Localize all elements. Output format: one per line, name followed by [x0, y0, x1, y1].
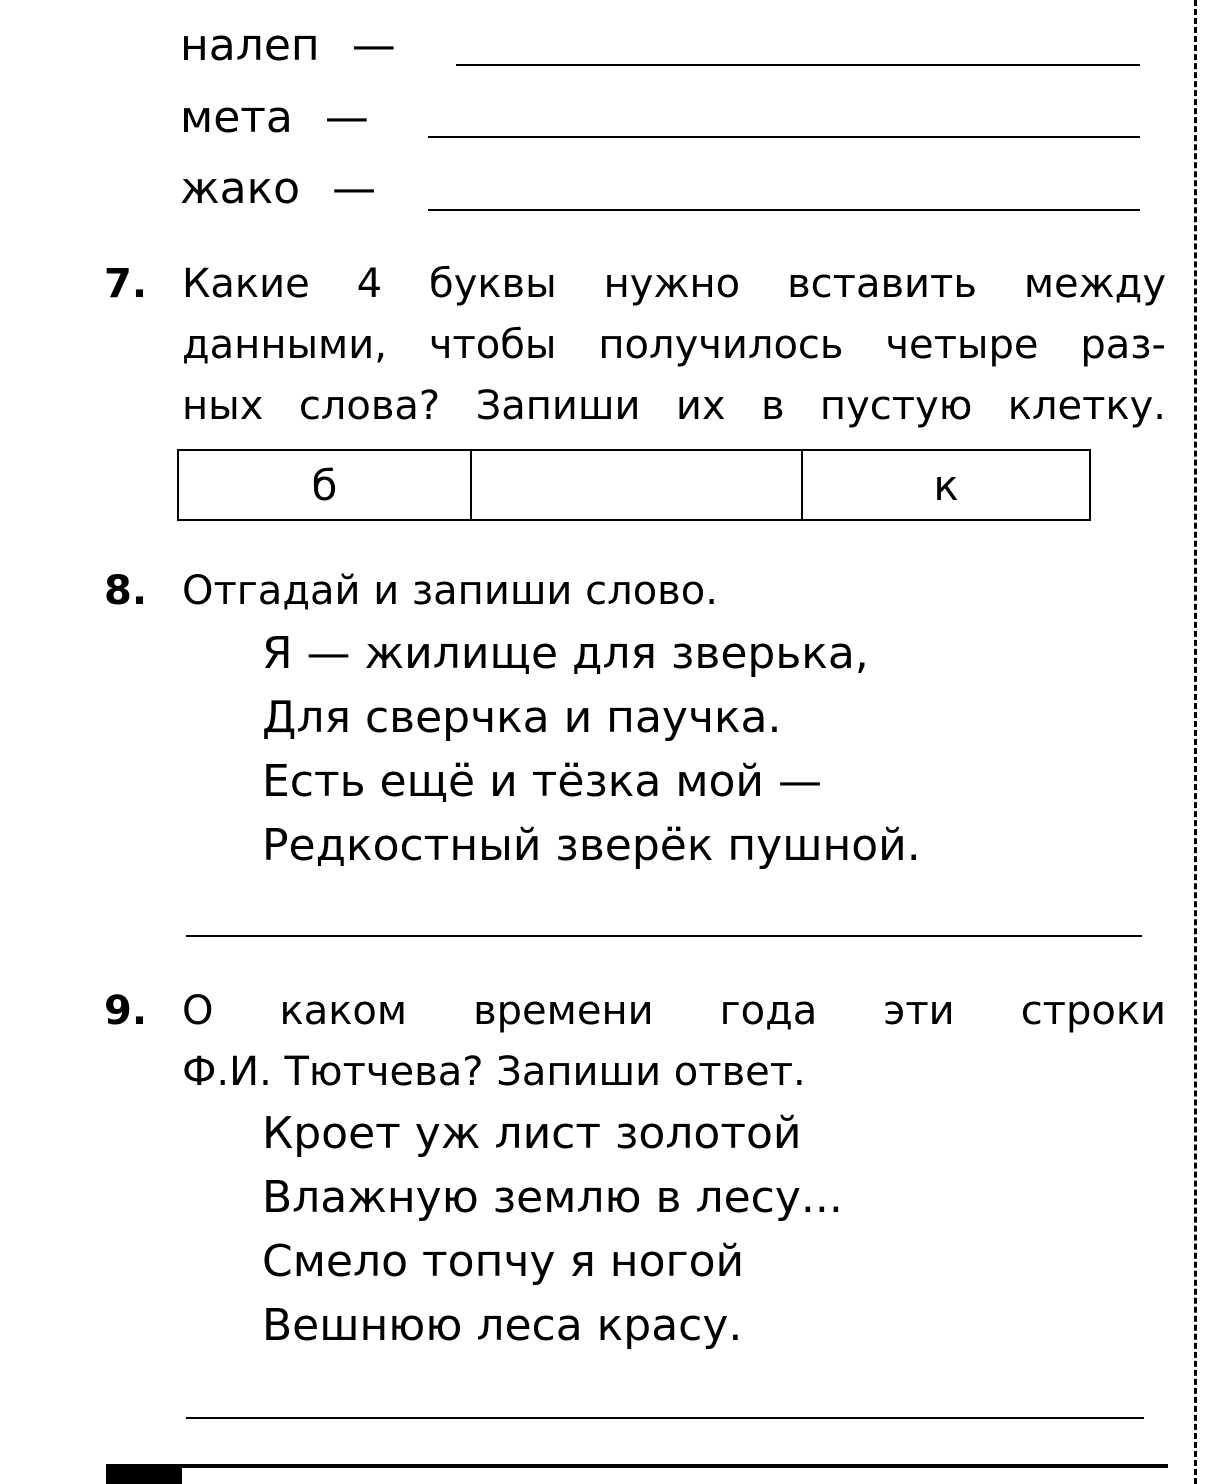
bottom-corner-block — [106, 1466, 182, 1484]
task9-line1: О каком времени года эти строки — [182, 988, 1166, 1034]
word-row-1 — [180, 20, 396, 72]
task7-line2: данными, чтобы получилось четыре раз- — [182, 322, 1166, 368]
task7-line1: Какие 4 буквы нужно вставить между — [182, 261, 1166, 307]
word-zhako: жако — [180, 163, 301, 214]
task8-number: 8. — [104, 568, 148, 614]
word-dash: — — [351, 20, 396, 71]
task7-number: 7. — [104, 261, 148, 307]
word-row-2 — [180, 92, 369, 144]
task8-poem-line3: Есть ещё и тёзка мой — — [262, 756, 823, 807]
grid-cell-empty[interactable] — [470, 451, 801, 519]
bottom-rule — [106, 1464, 1168, 1468]
task9-poem-line2: Влажную землю в лесу... — [262, 1172, 843, 1223]
task8-prompt: Отгадай и запиши слово. — [182, 568, 718, 614]
task8-poem-line4: Редкостный зверёк пушной. — [262, 820, 921, 871]
answer-line-task9[interactable] — [186, 1417, 1144, 1419]
task9-poem-line4: Вешнюю леса красу. — [262, 1300, 743, 1351]
word-row-3 — [180, 163, 376, 215]
task8-poem-line2: Для сверчка и паучка. — [262, 692, 782, 743]
answer-line-nalep[interactable] — [456, 64, 1140, 66]
cut-line — [1194, 0, 1197, 1484]
task9-line2: Ф.И. Тютчева? Запиши ответ. — [182, 1049, 806, 1095]
task9-poem-line3: Смело топчу я ногой — [262, 1236, 745, 1287]
letter-grid — [177, 449, 1091, 521]
task9-number: 9. — [104, 988, 148, 1034]
answer-line-task8[interactable] — [186, 935, 1142, 937]
word-dash: — — [324, 92, 369, 143]
word-dash: — — [332, 163, 377, 214]
answer-line-meta[interactable] — [428, 136, 1140, 138]
task7-line3: ных слова? Запиши их в пустую клетку. — [182, 383, 1166, 429]
word-nalep: налеп — [180, 20, 320, 71]
word-meta: мета — [180, 92, 293, 143]
answer-line-zhako[interactable] — [428, 209, 1140, 211]
grid-cell-b: б — [311, 460, 338, 510]
task9-poem-line1: Кроет уж лист золотой — [262, 1108, 802, 1159]
task8-poem-line1: Я — жилище для зверька, — [262, 628, 869, 679]
grid-cell-k: к — [801, 451, 1089, 519]
